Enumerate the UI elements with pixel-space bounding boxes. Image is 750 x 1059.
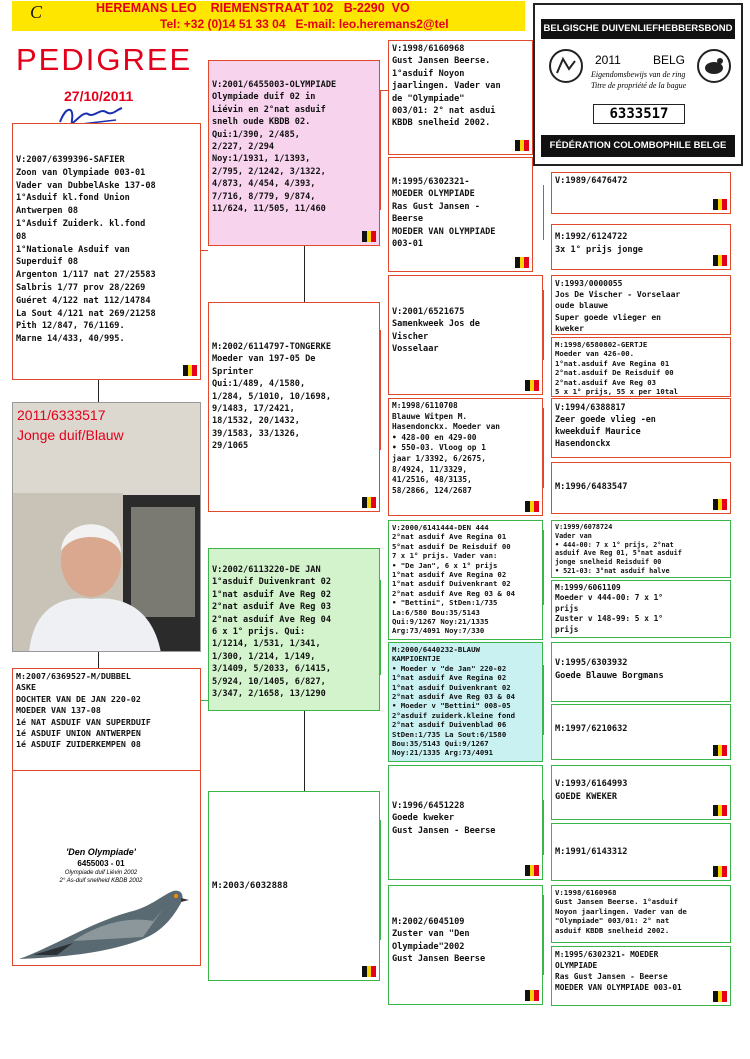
- g4-sdss-text: V:1993/0000055 Jos De Vischer - Vorselaar oude blauwe Super goede vlieger en kweker: [555, 279, 681, 333]
- g3-dds-text: V:1996/6451228 Goede kweker Gust Jansen - Beerse: [392, 801, 496, 836]
- sire-dam-text: M:2002/6114797-TONGERKE Moeder van 197-05 De Sprinter Qui:1/489, 4/1580, 1/284, 5/1010, 10/1698, 9/1483, 17/2421, 18/1532, 20/1432, 39/1583, 33/1326, 29/1065: [212, 342, 331, 452]
- connector-line: [304, 246, 305, 302]
- ring-subtitle-fr: Titre de propriété de la bague: [591, 81, 687, 90]
- pigeon-name: 'Den Olympiade': [66, 847, 136, 857]
- connector-line: [380, 330, 381, 450]
- g4-dssd-card: [551, 580, 731, 638]
- breeder-contact: Tel: +32 (0)14 51 33 04 E-mail: leo.heremans2@tel: [160, 17, 449, 31]
- g4-dsss-text: V:1999/6078724 Vader van • 444-00: 7 x 1° prijs, 2°nat asduif Ave Reg 01, 5°nat asduif jonge snelheid Reisduif 00 • 521-03: 3°nat asduif halve: [555, 523, 682, 575]
- belgian-flag-icon: [713, 199, 727, 210]
- g3-sdd-text: M:1998/6110708 Blauwe Witpen M. Hasendonckx. Moeder van • 428-00 en 429-00 • 550-03. Vloog op 1 jaar 1/3392, 6/2675, 8/4924, 11/3329, 41/2516, 48/3135, 58/2866, 124/2687: [392, 401, 500, 495]
- g4-dsds-text: V:1995/6303932 Goede Blauwe Borgmans: [555, 658, 664, 681]
- connector-line: [543, 895, 544, 975]
- sire-text: V:2007/6399396-SAFIER Zoon van Olympiade 003-01 Vader van DubbelAske 137-08 1°Asduif kl.fond Union Antwerpen 08 1°Asduif Zuiderk. kl.fond 08 1°Nationale Asduif van Superduif 08 Argenton 1/117 nat 27/25583 Salbris 1/77 prov 28/2269 Guéret 4/122 nat 112/14784 La Sout 4/121 nat 269/21258 Pith 12/847, 76/1169. Marne 14/433, 40/995.: [16, 155, 156, 345]
- connector-line: [543, 665, 544, 735]
- belgian-flag-icon: [362, 966, 376, 977]
- ring-number: 6333517: [593, 104, 685, 124]
- sire-card: [12, 123, 201, 380]
- ring-certificate: [533, 3, 743, 166]
- g3-dss-text: V:2000/6141444-DEN 444 2°nat asduif Ave Regina 01 5°nat asduif De Reisduif 00 7 x 1° prijs. Vader van: • "De Jan", 6 x 1° prijs 1°nat asduif Ave Regina 02 1°nat asduif Duivenkrant 02 2°nat asduif Ave Reg 03 & 04 • "Bettini", StDen:1/735 La:6/580 Bou:35/5143 Qui:9/1267 Noy:21/1335 Arg:73/4091 Noy:7/330: [392, 523, 516, 636]
- g3-dss-card: [388, 520, 543, 640]
- connector-line: [380, 820, 381, 940]
- ring-country: BELG: [653, 53, 686, 67]
- connector-line: [98, 380, 99, 402]
- g4-sdsd-text: M:1998/6580802-GERTJE Moeder van 426-00. 1°nat.asduif Ave Regina 01 2°nat.asduif De Reisduif 00 2°nat.asduif Ave Reg 03 5 x 1° prijs, 55 x per 10tal: [555, 340, 679, 397]
- lion-emblem-icon: [547, 47, 585, 85]
- g4-ddss-card: [551, 765, 731, 820]
- g4-dsdd-card: [551, 704, 731, 760]
- connector-line: [543, 185, 544, 240]
- subject-description: Jonge duif/Blauw: [17, 427, 124, 443]
- connector-line: [98, 652, 99, 668]
- g3-dsd-card: [388, 642, 543, 762]
- breeder-address: HEREMANS LEO RIEMENSTRAAT 102 B-2290 VO: [96, 1, 410, 15]
- g4-ddsd-card: [551, 823, 731, 881]
- subject-ring: 2011/6333517: [17, 407, 106, 423]
- g3-sdd-card: [388, 398, 543, 516]
- g3-dsd-text: M:2000/6440232-BLAUW KAMPIOENTJE • Moeder v "de Jan" 220-02 1°nat asduif Ave Regina 02 1°nat asduif Duivenkrant 02 2°nat asduif Ave Reg 03 & 04 • Moeder v "Bettini" 008-05 2°asduif zuiderk.kleine fond 2°nat asduif Duivenblad 06 StDen:1/735 La Sout:6/1580 Bou:35/5143 Qui:9/1267 Noy:21/1335 Arg:73/4091: [392, 645, 516, 758]
- ring-year: 2011: [595, 53, 621, 67]
- dam-card: [12, 668, 201, 770]
- g3-sds-card: [388, 275, 543, 395]
- dam-sire-card: [208, 548, 380, 711]
- belgian-flag-icon: [713, 805, 727, 816]
- connector-line: [543, 530, 544, 605]
- belgian-flag-icon: [362, 231, 376, 242]
- connector-line: [380, 90, 388, 91]
- connector-line: [201, 700, 208, 701]
- g3-ssd-text: M:1995/6302321- MOEDER OLYMPIADE Ras Gust Jansen - Beerse MOEDER VAN OLYMPIADE 003-01: [392, 177, 496, 250]
- belgian-flag-icon: [713, 991, 727, 1002]
- g4-ssds-card: [551, 172, 731, 214]
- pigeon-image: [13, 851, 201, 966]
- g3-ssd-card: [388, 157, 533, 272]
- dam-sire-text: V:2002/6113220-DE JAN 1°asduif Duivenkrant 02 1°nat asduif Ave Reg 02 2°nat asduif Ave Reg 03 2°nat asduif Ave Reg 04 6 x 1° prijs. Qui: 1/1214, 1/531, 1/341, 1/300, 1/214, 1/149, 3/1409, 5/2033, 6/1415, 5/924, 10/1405, 6/827, 3/347, 2/1658, 13/1290: [212, 565, 331, 700]
- g4-ssdd-text: M:1992/6124722 3x 1° prijs jonge: [555, 232, 643, 255]
- g4-dssd-text: M:1999/6061109 Moeder v 444-00: 7 x 1° prijs Zuster v 148-99: 5 x 1° prijs: [555, 583, 663, 634]
- connector-line: [201, 250, 208, 251]
- g4-ddss-text: V:1993/6164993 GOEDE KWEKER: [555, 779, 628, 802]
- belgian-flag-icon: [713, 745, 727, 756]
- ring-org-bottom: FÉDÉRATION COLOMBOPHILE BELGE: [541, 135, 735, 157]
- belgian-flag-icon: [183, 365, 197, 376]
- g4-sdsd-card: [551, 337, 731, 397]
- belgian-flag-icon: [525, 380, 539, 391]
- pigeon-note-2: 2° As-duif snelheid KBDB 2002: [59, 878, 143, 884]
- connector-line: [543, 408, 544, 488]
- connector-line: [380, 580, 381, 675]
- g3-ddd-card: [388, 885, 543, 1005]
- g4-ddds-text: V:1998/6160968 Gust Jansen Beerse. 1°asduif Noyon jaarlingen. Vader van de "Olympiade" 003/01: 2° nat asduif KBDB snelheid 2002.: [555, 888, 687, 935]
- dam-text: M:2007/6369527-M/DUBBEL ASKE DOCHTER VAN DE JAN 220-02 MOEDER VAN 137-08 1é NAT ASDUIF VAN SUPERDUIF 1é ASDUIF UNION ANTWERPEN 1é ASDUIF ZUIDERKEMPEN 08: [16, 671, 151, 750]
- connector-line: [543, 800, 544, 855]
- connector-line: [543, 290, 544, 360]
- g4-sddd-text: M:1996/6483547: [555, 482, 628, 492]
- page-title: PEDIGREE: [16, 42, 193, 77]
- belgian-flag-icon: [713, 866, 727, 877]
- g4-sdds-text: V:1994/6388817 Zeer goede vlieg -en kweekduif Maurice Hasendonckx: [555, 402, 656, 448]
- g4-ddsd-text: M:1991/6143312: [555, 847, 628, 857]
- belgian-flag-icon: [515, 140, 529, 151]
- g4-dddd-text: M:1995/6302321- MOEDER OLYMPIADE Ras Gust Jansen - Beerse MOEDER VAN OLYMPIADE 003-01: [555, 950, 682, 992]
- belgian-flag-icon: [525, 501, 539, 512]
- g4-ssdd-card: [551, 224, 731, 270]
- g4-ddds-card: [551, 885, 731, 943]
- pedigree-date: 27/10/2011: [64, 88, 134, 104]
- pigeon-emblem-icon: [695, 47, 733, 85]
- subject-photo: [12, 402, 201, 652]
- belgian-flag-icon: [713, 255, 727, 266]
- sire-dam-card: [208, 302, 380, 512]
- g4-sdss-card: [551, 275, 731, 335]
- g3-dds-card: [388, 765, 543, 880]
- g4-ssds-text: V:1989/6476472: [555, 176, 628, 186]
- g4-dsss-card: [551, 520, 731, 578]
- g3-sss-text: V:1998/6160968 Gust Jansen Beerse. 1°asduif Noyon jaarlingen. Vader van de "Olympiade" 003/01: 2° nat asdui KBDB snelheid 2002.: [392, 44, 501, 129]
- g4-dsds-card: [551, 642, 731, 702]
- ring-org-top: BELGISCHE DUIVENLIEFHEBBERSBOND: [541, 19, 735, 39]
- dam-dam-card: [208, 791, 380, 981]
- sire-sire-card: [208, 60, 380, 246]
- belgian-flag-icon: [362, 497, 376, 508]
- dam-dam-text: M:2003/6032888: [212, 881, 288, 891]
- belgian-flag-icon: [525, 865, 539, 876]
- g3-ddd-text: M:2002/6045109 Zuster van "Den Olympiade"2002 Gust Jansen Beerse: [392, 917, 486, 965]
- pigeon-note-1: Olympiade duif Liévin 2002: [64, 870, 138, 876]
- belgian-flag-icon: [713, 499, 727, 510]
- breeder-logo: C: [30, 2, 43, 22]
- g4-sddd-card: [551, 462, 731, 514]
- ring-subtitle-nl: Eigendomsbewijs van de ring: [591, 70, 686, 79]
- belgian-flag-icon: [515, 257, 529, 268]
- belgian-flag-icon: [525, 990, 539, 1001]
- connector-line: [380, 90, 381, 210]
- connector-line: [304, 711, 305, 791]
- g4-dsdd-text: M:1997/6210632: [555, 724, 628, 734]
- g3-sds-text: V:2001/6521675 Samenkweek Jos de Vischer Vosselaar: [392, 307, 480, 355]
- g3-sss-card: [388, 40, 533, 155]
- g4-dddd-card: [551, 946, 731, 1006]
- pigeon-card: [12, 770, 201, 966]
- g4-sdds-card: [551, 398, 731, 458]
- pigeon-ring: 6455003 - 01: [77, 859, 125, 868]
- sire-sire-text: V:2001/6455003-OLYMPIADE Olympiade duif 02 in Liévin en 2°nat asduif snelh oude KBDB 02. Qui:1/390, 2/485, 2/227, 2/294 Noy:1/1931, 1/1393, 2/795, 2/1242, 3/1322, 4/873, 4/454, 4/393, 7/716, 8/779, 9/874, 11/624, 11/505, 11/460: [212, 80, 337, 215]
